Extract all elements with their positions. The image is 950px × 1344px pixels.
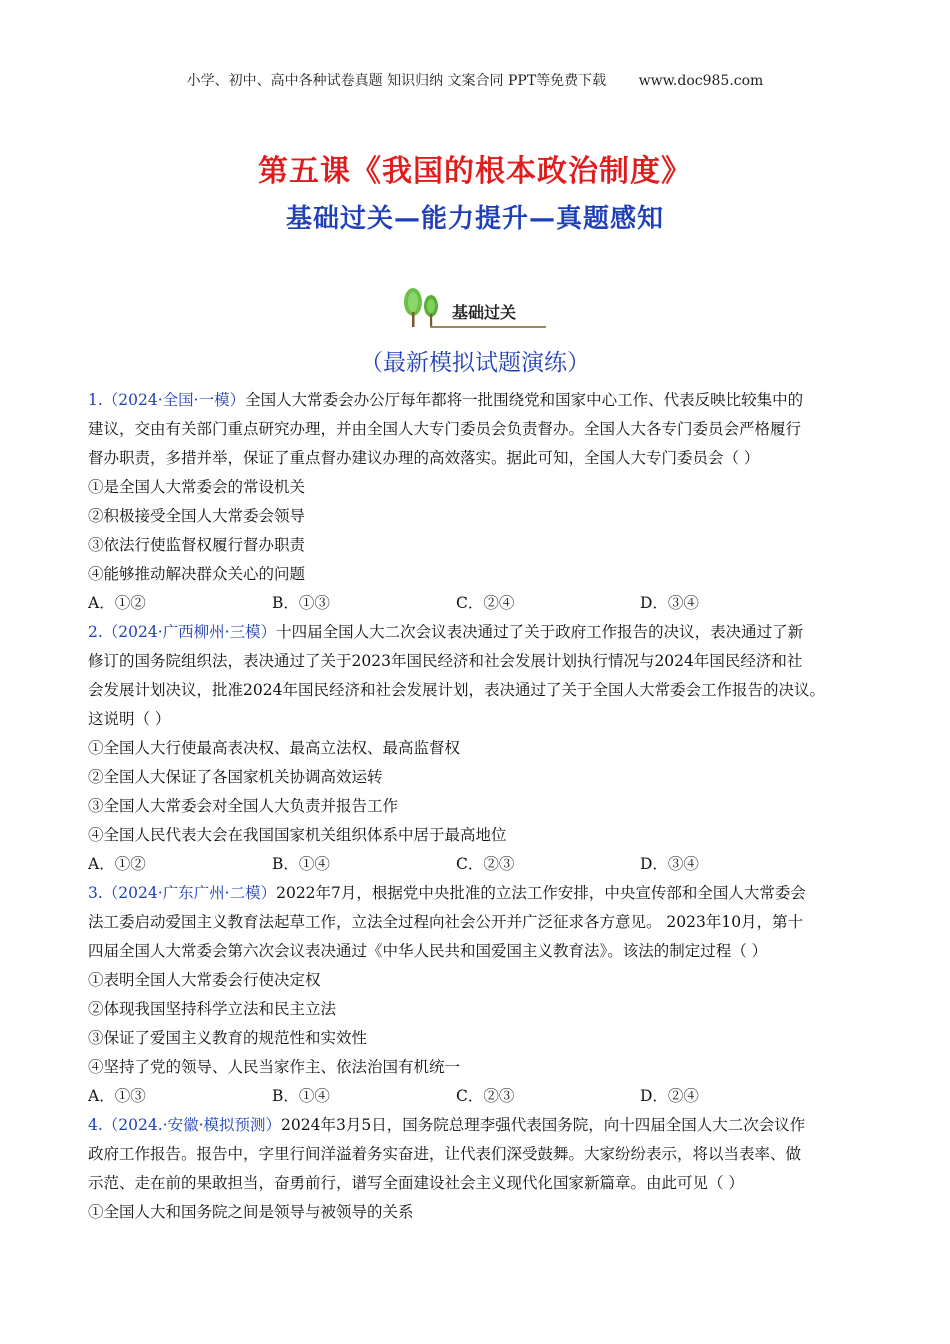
question-line: 法工委启动爱国主义教育法起草工作，立法全过程向社会公开并广泛征求各方意见。 2023年10月，第十 <box>88 913 804 931</box>
question-source: 4.（2024.·安徽·模拟预测） <box>88 1116 282 1134</box>
question-line: 四届全国人大常委会第六次会议表决通过《中华人民共和国爱国主义教育法》。该法的制定过程（ ） <box>88 942 768 960</box>
question-source: 3.（2024·广东广州·二模） <box>88 884 277 902</box>
option-d: D．③④ <box>640 855 699 873</box>
question-line: 3.（2024·广东广州·二模）2022年7月，根据党中央批准的立法工作安排，中央宣传部和全国人大常委会 <box>88 884 806 902</box>
answer-options <box>88 589 878 618</box>
statement-item: ④能够推动解决群众关心的问题 <box>88 565 306 583</box>
statement-item: ③依法行使监督权履行督办职责 <box>88 536 306 554</box>
question-line: 4.（2024.·安徽·模拟预测）2024年3月5日，国务院总理李强代表国务院，向十四届全国人大二次会议作 <box>88 1116 806 1134</box>
answer-options <box>88 1082 878 1111</box>
question-line: 督办职责，多措并举，保证了重点督办建议办理的高效落实。据此可知，全国人大专门委员会（ ） <box>88 449 760 467</box>
option-a: A．①③ <box>88 1087 146 1105</box>
header-text: 小学、初中、高中各种试卷真题 知识归纳 文案合同 PPT等免费下载 <box>186 73 607 89</box>
section-badge-label: 基础过关 <box>452 303 517 322</box>
question-line: 1.（2024·全国·一模）全国人大常委会办公厅每年都将一批围绕党和国家中心工作、代表反映比较集中的 <box>88 391 804 409</box>
page-title: 第五课《我国的根本政治制度》 <box>258 154 692 189</box>
option-d: D．②④ <box>640 1087 699 1105</box>
question-line: 示范、走在前的果敢担当，奋勇前行，谱写全面建设社会主义现代化国家新篇章。由此可见（ ） <box>88 1174 744 1192</box>
page-subtitle: 基础过关—能力提升—真题感知 <box>285 204 664 234</box>
statement-item: ②体现我国坚持科学立法和民主立法 <box>88 1000 337 1018</box>
statement-item: ②全国人大保证了各国家机关协调高效运转 <box>88 768 383 786</box>
option-b: B．①④ <box>272 1087 330 1105</box>
question-line: 2.（2024·广西柳州·三模）十四届全国人大二次会议表决通过了关于政府工作报告的决议，表决通过了新 <box>88 623 804 641</box>
option-b: B．①④ <box>272 855 330 873</box>
answer-options <box>88 850 878 879</box>
option-a: A．①② <box>88 594 146 612</box>
section-subtitle: （最新模拟试题演练） <box>360 350 590 376</box>
option-d: D．③④ <box>640 594 699 612</box>
option-a: A．①② <box>88 855 146 873</box>
question-line: 建议，交由有关部门重点研究办理，并由全国人大专门委员会负责督办。全国人大各专门委员会严格履行 <box>88 420 802 438</box>
statement-item: ①表明全国人大常委会行使决定权 <box>88 971 321 989</box>
question-line: 这说明（ ） <box>88 710 171 728</box>
statement-item: ④坚持了党的领导、人民当家作主、依法治国有机统一 <box>88 1058 461 1076</box>
tree-icon <box>400 286 446 330</box>
question-source: 1.（2024·全国·一模） <box>88 391 246 409</box>
header-site-link[interactable]: www.doc985.com <box>638 73 764 89</box>
statement-item: ①全国人大行使最高表决权、最高立法权、最高监督权 <box>88 739 461 757</box>
badge-underline <box>430 326 546 328</box>
page-header <box>0 70 950 90</box>
option-b: B．①③ <box>272 594 330 612</box>
statement-item: ③全国人大常委会对全国人大负责并报告工作 <box>88 797 399 815</box>
option-c: C．②③ <box>456 855 515 873</box>
section-badge <box>400 286 550 330</box>
question-source: 2.（2024·广西柳州·三模） <box>88 623 277 641</box>
statement-item: ②积极接受全国人大常委会领导 <box>88 507 306 525</box>
statement-item: ①是全国人大常委会的常设机关 <box>88 478 306 496</box>
question-line: 修订的国务院组织法，表决通过了关于2023年国民经济和社会发展计划执行情况与2024年国民经济和社 <box>88 652 803 670</box>
question-line: 政府工作报告。报告中，字里行间洋溢着务实奋进，让代表们深受鼓舞。大家纷纷表示，将以当表率、做 <box>88 1145 802 1163</box>
statement-item: ①全国人大和国务院之间是领导与被领导的关系 <box>88 1203 414 1221</box>
statement-item: ③保证了爱国主义教育的规范性和实效性 <box>88 1029 368 1047</box>
statement-item: ④全国人民代表大会在我国国家机关组织体系中居于最高地位 <box>88 826 507 844</box>
option-c: C．②④ <box>456 594 515 612</box>
question-line: 会发展计划决议，批准2024年国民经济和社会发展计划，表决通过了关于全国人大常委会工作报告的决议。 <box>88 681 825 699</box>
questions-list <box>88 386 878 1227</box>
option-c: C．②③ <box>456 1087 515 1105</box>
